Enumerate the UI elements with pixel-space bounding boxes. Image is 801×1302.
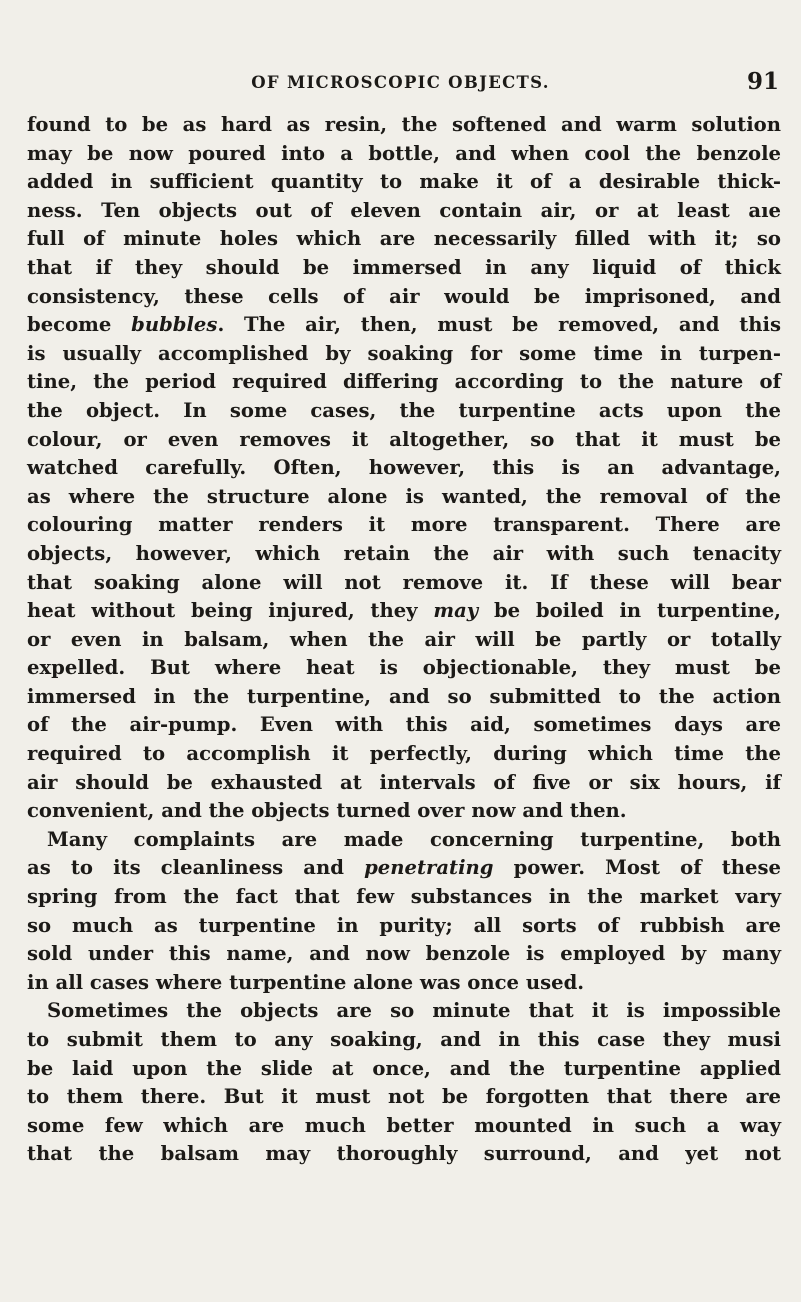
page-header [0, 68, 801, 98]
text-line: some few which are much better mounted in such a way [27, 1113, 781, 1137]
text-line: added in sufficient quantity to make it of a desirable thick- [27, 170, 781, 194]
text-line: air should be exhausted at intervals of five or six hours, if [27, 770, 781, 794]
text-line: that soaking alone will not remove it. If these will bear [27, 570, 781, 594]
text-line: found to be as hard as resin, the softened and warm solution [27, 113, 781, 136]
text-line: as where the structure alone is wanted, the removal of the [27, 484, 781, 508]
running-title: OF MICROSCOPIC OBJECTS. [251, 73, 550, 92]
text-segment: become [27, 313, 132, 337]
text-line: so much as turpentine in purity; all sorts of rubbish are [27, 913, 781, 937]
text-line: or even in balsam, when the air will be partly or totally [27, 627, 781, 651]
text-line: colouring matter renders it more transparent. There are [27, 513, 781, 537]
page-number: 91 [746, 68, 779, 95]
text-line: be laid upon the slide at once, and the turpentine applied [27, 1056, 781, 1080]
italic-word: bubbles [131, 313, 218, 337]
text-line: tine, the period required differing according to the nature of [27, 370, 781, 394]
text-line: expelled. But where heat is objectionable, they must be [27, 656, 781, 680]
text-line: consistency, these cells of air would be imprisoned, and [27, 284, 781, 308]
text-line [27, 854, 781, 883]
text-line: convenient, and the objects turned over now and then. [27, 799, 627, 823]
text-segment: power. Most of these [493, 856, 782, 880]
text-line: full of minute holes which are necessarily filled with it; so [27, 227, 781, 251]
text-line: required to accomplish it perfectly, during which time the [27, 742, 781, 766]
text-line: spring from the fact that few substances in the market vary [27, 885, 781, 909]
body-text [27, 111, 781, 1169]
text-line [27, 597, 781, 626]
text-line: to them there. But it must not be forgotten that there are [27, 1085, 781, 1109]
text-line: that the balsam may thoroughly surround, and yet not [27, 1142, 781, 1166]
text-line: that if they should be immersed in any liquid of thick [27, 255, 781, 279]
text-line: Sometimes the objects are so minute that it is impossible [47, 999, 781, 1023]
text-segment: heat without being injured, they [27, 599, 434, 623]
text-line: Many complaints are made concerning turpentine, both [47, 827, 781, 851]
text-line: watched carefully. Often, however, this is an advantage, [27, 456, 781, 480]
text-line: the object. In some cases, the turpentine acts upon the [27, 398, 781, 422]
text-line: objects, however, which retain the air with such tenacity [27, 541, 781, 565]
text-segment: be boiled in turpentine, [478, 599, 781, 623]
text-segment: as to its cleanliness and [27, 856, 365, 880]
text-line: is usually accomplished by soaking for some time in turpen- [27, 341, 781, 365]
text-line: in all cases where turpentine alone was once used. [27, 970, 585, 994]
text-line: may be now poured into a bottle, and when cool the benzole [27, 141, 781, 165]
text-line: immersed in the turpentine, and so submitted to the action [27, 684, 781, 708]
text-line: sold under this name, and now benzole is employed by many [27, 942, 781, 966]
text-line: ness. Ten objects out of eleven contain air, or at least aıe [27, 198, 781, 222]
text-line [27, 311, 781, 340]
text-line: of the air-pump. Even with this aid, sometimes days are [27, 713, 781, 737]
italic-word: may [433, 599, 479, 623]
text-line: to submit them to any soaking, and in this case they musi [27, 1028, 781, 1051]
italic-word: penetrating [364, 856, 494, 880]
text-line: colour, or even removes it altogether, so that it must be [27, 427, 781, 451]
text-segment: . The air, then, must be removed, and this [217, 313, 781, 337]
